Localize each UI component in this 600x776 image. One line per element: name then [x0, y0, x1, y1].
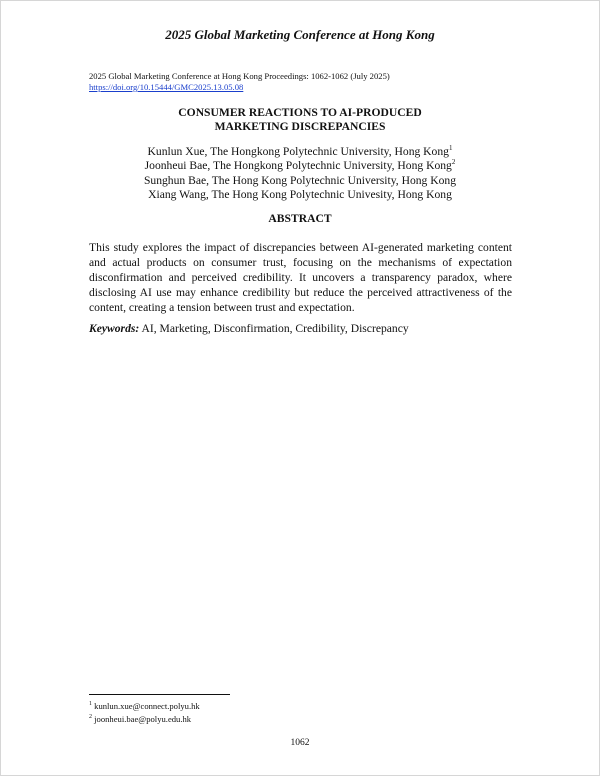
paper-title	[89, 106, 511, 134]
author-affiliation: Xiang Wang, The Hong Kong Polytechnic Univesity, Hong Kong	[148, 188, 452, 202]
page-number: 1062	[290, 738, 310, 748]
running-header: 2025 Global Marketing Conference at Hong Kong	[165, 27, 435, 42]
keywords	[89, 321, 512, 336]
author-affiliation: Kunlun Xue, The Hongkong Polytechnic University, Hong Kong	[147, 145, 449, 158]
author-affiliation: Sunghun Bae, The Hong Kong Polytechnic University, Hong Kong	[143, 173, 457, 187]
footnote-text: joonheui.bae@polyu.edu.hk	[94, 713, 192, 724]
keywords-text: AI, Marketing, Disconfirmation, Credibility, Discrepancy	[141, 322, 409, 335]
abstract-body: This study explores the impact of discrepancies between AI-generated marketing content and actual products on consumer trust, focusing on the mechanisms of expectation disconfirmation and perceived credibility. It uncovers a transparency paradox, where disclosing AI use may enhance credibility but reduce the perceived attractiveness of the content, creating a tension between trust and expectation.	[89, 241, 512, 315]
footnotes	[89, 699, 389, 725]
footnote	[89, 699, 389, 712]
author-line	[89, 188, 511, 202]
proceedings-block	[89, 71, 519, 93]
paper-title-line-1: CONSUMER REACTIONS TO AI-PRODUCED	[178, 106, 422, 119]
author-list	[89, 145, 511, 203]
footnote-marker: 1	[448, 144, 453, 153]
proceedings-citation: 2025 Global Marketing Conference at Hong Kong Proceedings: 1062-1062 (July 2025)	[89, 71, 390, 81]
author-line	[89, 145, 511, 159]
footnote-marker: 2	[89, 713, 92, 720]
footnote-divider	[89, 694, 230, 695]
author-affiliation: Joonheui Bae, The Hongkong Polytechnic University, Hong Kong	[144, 159, 452, 173]
paper-title-line-2: MARKETING DISCREPANCIES	[214, 120, 386, 133]
author-line	[89, 159, 511, 173]
footnote-text: kunlun.xue@connect.polyu.hk	[94, 700, 200, 711]
footnote-marker: 1	[89, 701, 92, 707]
keywords-label: Keywords:	[89, 322, 140, 335]
author-line	[89, 174, 511, 188]
abstract-heading: ABSTRACT	[268, 212, 332, 225]
footnote	[89, 712, 389, 725]
doi-link[interactable]: https://doi.org/10.15444/GMC2025.13.05.08	[89, 82, 244, 92]
footnote-marker: 2	[451, 158, 456, 167]
